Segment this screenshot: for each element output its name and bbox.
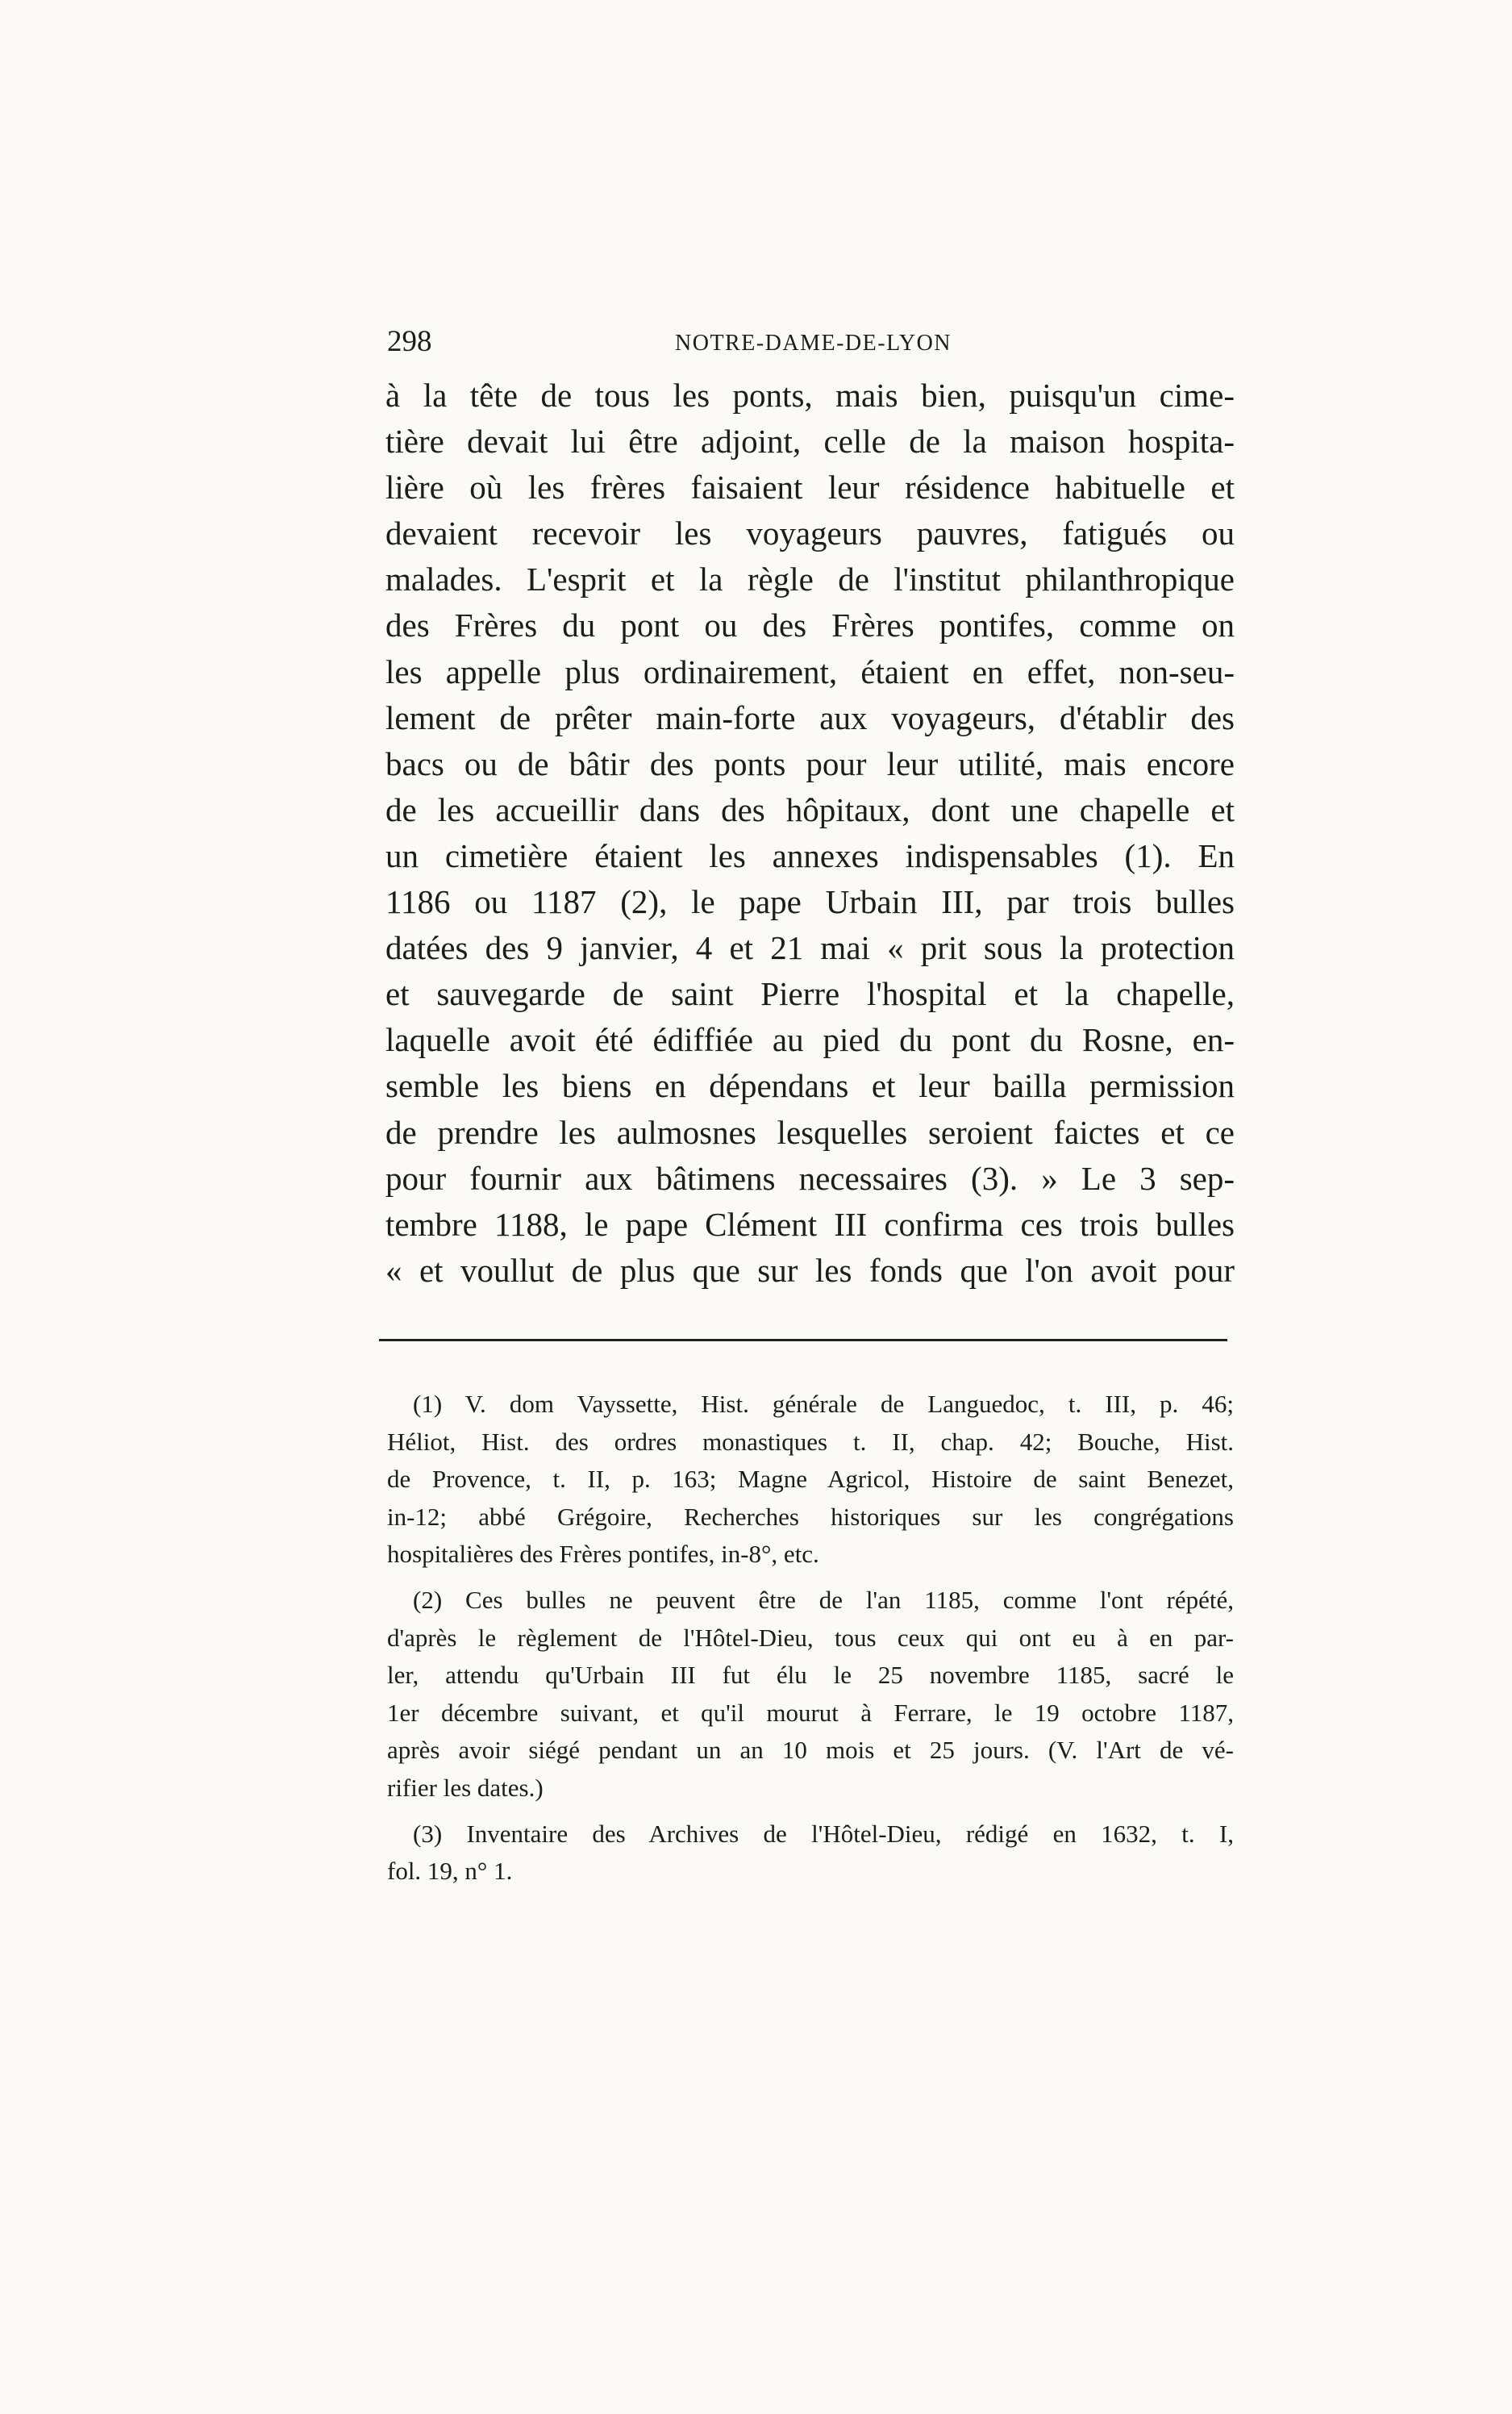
footnote-line: hospitalières des Frères pontifes, in-8°, etc.: [387, 1540, 819, 1569]
body-line: de prendre les aulmosnes lesquelles seroient faictes et ce: [385, 1113, 1235, 1151]
footnote-line: fol. 19, n° 1.: [387, 1857, 513, 1886]
footnote-2: [387, 1582, 1234, 1807]
body-line: devaient recevoir les voyageurs pauvres, fatigués ou: [385, 515, 1235, 552]
page-header: [387, 324, 1242, 365]
body-line: tière devait lui être adjoint, celle de la maison hospita-: [385, 423, 1235, 461]
footnote-3: [387, 1816, 1234, 1891]
body-line: « et voullut de plus que sur les fonds que l'on avoit pour: [385, 1251, 1235, 1289]
body-line: datées des 9 janvier, 4 et 21 mai « prit sous la protection: [385, 929, 1235, 967]
footnote-line: (1) V. dom Vayssette, Hist. générale de Languedoc, t. III, p. 46;: [413, 1390, 1234, 1418]
body-line: des Frères du pont ou des Frères pontifes, comme on: [385, 607, 1235, 644]
footnote-line: de Provence, t. II, p. 163; Magne Agricol, Histoire de saint Benezet,: [387, 1465, 1234, 1494]
footnote-line: 1er décembre suivant, et qu'il mourut à Ferrare, le 19 octobre 1187,: [387, 1698, 1234, 1727]
body-text: [385, 373, 1235, 1294]
body-line: les appelle plus ordinairement, étaient en effet, non-seu-: [385, 652, 1235, 690]
page-number: 298: [387, 325, 432, 358]
body-line: tembre 1188, le pape Clément III confirma ces trois bulles: [385, 1205, 1235, 1243]
body-line: un cimetière étaient les annexes indispensables (1). En: [385, 836, 1235, 874]
body-line: de les accueillir dans des hôpitaux, dont une chapelle et: [385, 790, 1235, 828]
footnote-line: ler, attendu qu'Urbain III fut élu le 25 novembre 1185, sacré le: [387, 1661, 1234, 1690]
footnote-line: (3) Inventaire des Archives de l'Hôtel-Dieu, rédigé en 1632, t. I,: [413, 1819, 1234, 1848]
footnote-line: (2) Ces bulles ne peuvent être de l'an 1185, comme l'ont répété,: [413, 1585, 1234, 1614]
footnote-line: Héliot, Hist. des ordres monastiques t. II, chap. 42; Bouche, Hist.: [387, 1427, 1234, 1456]
body-line: 1186 ou 1187 (2), le pape Urbain III, par trois bulles: [385, 883, 1235, 921]
footnote-line: in-12; abbé Grégoire, Recherches historiques sur les congrégations: [387, 1502, 1234, 1531]
body-line: à la tête de tous les ponts, mais bien, puisqu'un cime-: [385, 377, 1235, 414]
footnotes: [387, 1386, 1234, 1891]
body-line: bacs ou de bâtir des ponts pour leur utilité, mais encore: [385, 744, 1235, 782]
body-line: malades. L'esprit et la règle de l'institut philanthropique: [385, 561, 1235, 598]
footnote-line: après avoir siégé pendant un an 10 mois et 25 jours. (V. l'Art de vé-: [387, 1736, 1234, 1765]
footnote-rule: [379, 1339, 1227, 1341]
body-line: lement de prêter main-forte aux voyageurs, d'établir des: [385, 698, 1235, 736]
body-line: laquelle avoit été édiffiée au pied du pont du Rosne, en-: [385, 1021, 1235, 1059]
body-line: lière où les frères faisaient leur résidence habituelle et: [385, 469, 1235, 507]
footnote-line: d'après le règlement de l'Hôtel-Dieu, tous ceux qui ont eu à en par-: [387, 1623, 1234, 1652]
running-title: NOTRE-DAME-DE-LYON: [675, 331, 952, 356]
footnote-line: rifier les dates.): [387, 1773, 544, 1802]
footnote-1: [387, 1386, 1234, 1574]
body-line: et sauvegarde de saint Pierre l'hospital et la chapelle,: [385, 975, 1235, 1013]
body-line: pour fournir aux bâtimens necessaires (3). » Le 3 sep-: [385, 1159, 1235, 1197]
body-line: semble les biens en dépendans et leur bailla permission: [385, 1067, 1235, 1105]
